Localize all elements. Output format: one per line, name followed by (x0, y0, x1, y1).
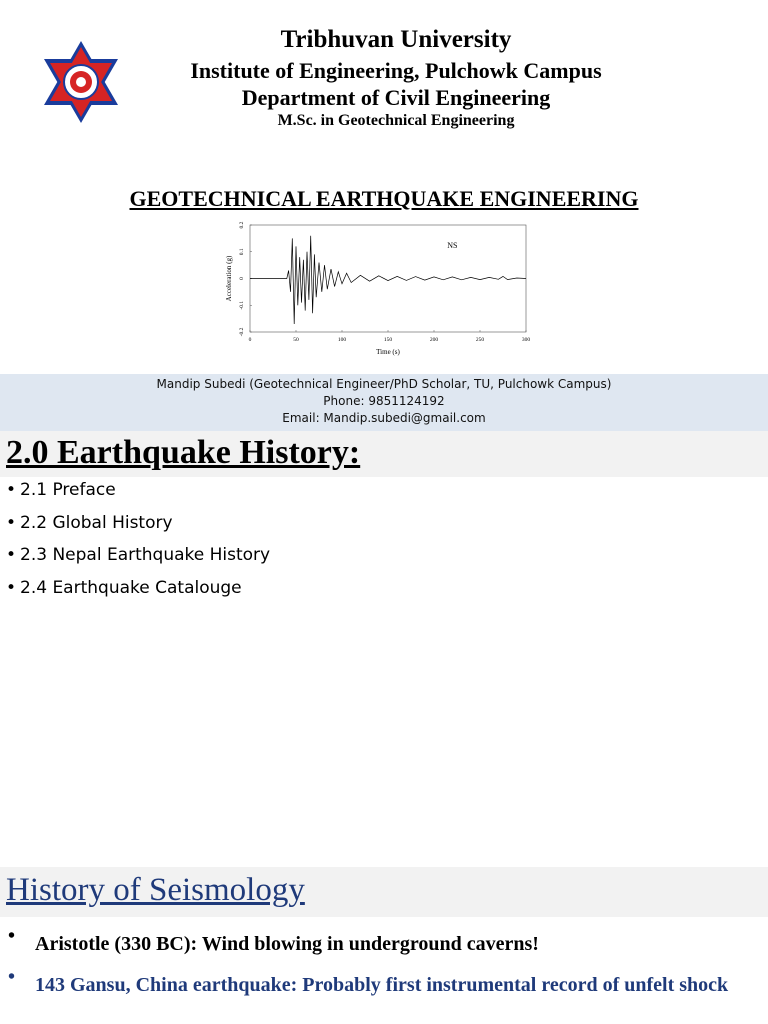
list-item: • 2.1 Preface (6, 480, 116, 500)
department-name: Department of Civil Engineering (241, 85, 551, 110)
acceleration-time-history-chart (222, 217, 538, 371)
title-slide (0, 0, 768, 431)
bullet-icon: • (6, 545, 17, 565)
x-tick-label: 0 (248, 337, 252, 343)
y-tick-label: -0.1 (239, 300, 245, 310)
program-name: M.Sc. in Geotechnical Engineering (277, 112, 515, 129)
acceleration-series-line (250, 236, 526, 324)
bullet-icon: • (8, 966, 16, 988)
history-of-seismology-slide: History of Seismology • Aristotle (330 BC): Wind blowing in underground caverns! • 143 Gansu, China earthquake: Probably first instrumental record of unfelt shock (0, 867, 768, 1024)
earthquake-history-slide (0, 431, 768, 867)
author-name: Mandip Subedi (Geotechnical Engineer/PhD Scholar, TU, Pulchowk Campus) (156, 377, 612, 391)
author-phone: Phone: 9851124192 (323, 394, 445, 408)
y-tick-label: -0.2 (239, 327, 245, 337)
y-axis-label: Acceleration (g) (225, 255, 233, 302)
x-axis-label: Time (s) (376, 348, 400, 356)
x-tick-label: 200 (429, 337, 439, 343)
x-tick-label: 300 (521, 337, 531, 343)
y-tick-label: 0 (239, 277, 245, 280)
university-name: Tribhuvan University (280, 26, 512, 53)
list-item: • 2.3 Nepal Earthquake History (6, 545, 271, 565)
y-tick-label: 0.2 (239, 221, 245, 229)
y-tick-label: 0.1 (239, 248, 245, 256)
bullet-icon: • (6, 480, 17, 500)
slide-title: History of Seismology (6, 872, 305, 908)
topic-list (6, 478, 270, 608)
x-tick-label: 100 (337, 337, 347, 343)
university-logo (40, 37, 122, 127)
institute-name: Institute of Engineering, Pulchowk Campus (190, 58, 602, 83)
x-tick-label: 250 (475, 337, 485, 343)
list-item: • 2.4 Earthquake Catalouge (6, 577, 242, 598)
author-email: Email: Mandip.subedi@gmail.com (282, 411, 486, 425)
component-label: NS (447, 241, 458, 250)
list-item: • 2.2 Global History (6, 512, 173, 533)
bullet-icon: • (6, 512, 17, 533)
course-title: GEOTECHNICAL EARTHQUAKE ENGINEERING (129, 186, 639, 211)
x-tick-label: 50 (293, 337, 299, 343)
bullet-icon: • (6, 577, 17, 598)
slide-title: 2.0 Earthquake History: (6, 434, 361, 471)
bullet-icon: • (8, 925, 16, 947)
x-tick-label: 150 (383, 337, 393, 343)
